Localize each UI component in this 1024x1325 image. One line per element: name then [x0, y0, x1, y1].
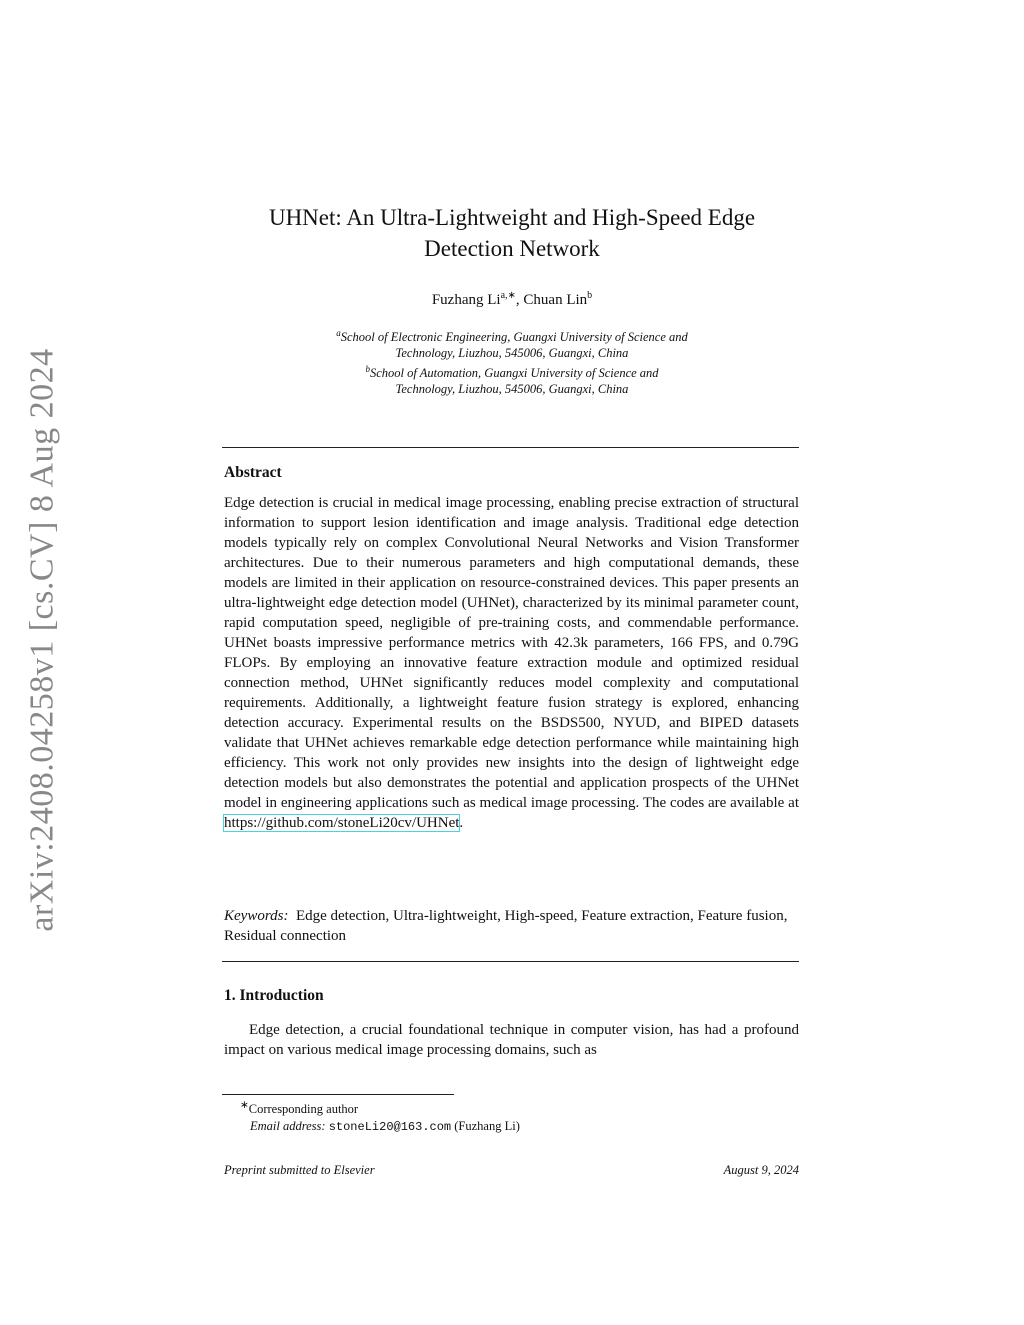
footnote-email-address[interactable]: stoneLi20@163.com: [328, 1120, 452, 1135]
paper-title-line-2: Detection Network: [424, 236, 600, 261]
keywords-text: Edge detection, Ultra-lightweight, High-speed, Feature extraction, Feature fusion, Residual connection: [224, 908, 788, 944]
author-separator: ,: [515, 292, 524, 308]
affiliation-b-text: School of Automation, Guangxi University of Science and: [369, 366, 659, 381]
paper-title-line-1: UHNet: An Ultra-Lightweight and High-Speed Edge: [268, 205, 756, 230]
affiliation-a-line-2: Technology, Liuzhou, 545006, Guangxi, China: [395, 346, 629, 361]
arxiv-identifier-text: arXiv:2408.04258v1 [cs.CV] 8 Aug 2024: [24, 348, 61, 932]
abstract-bottom-rule: [222, 961, 799, 962]
author-name-2: Chuan Lin: [523, 292, 588, 308]
affiliation-b-line-2: Technology, Liuzhou, 545006, Guangxi, China: [395, 382, 629, 397]
affiliation-a-text: School of Electronic Engineering, Guangxi University of Science and: [340, 330, 688, 345]
affiliations: [222, 325, 802, 397]
footnote-email-owner: (Fuzhang Li): [454, 1119, 520, 1134]
footnote-email-label: Email address:: [250, 1119, 326, 1134]
abstract-top-rule: [222, 447, 799, 448]
abstract-text: Edge detection is crucial in medical image processing, enabling precise extraction of structural information to support lesion identification and image analysis. Traditional edge detection models typically rely on complex Convolutional Neural Networks and Vision Transformer architectures. Due to their numerous parameters and high computational demands, these models are limited in their application on resource-constrained devices. This paper presents an ultra-lightweight edge detection model (UHNet), characterized by its minimal parameter count, rapid computation speed, negligible of pre-training costs, and commendable performance. UHNet boasts impressive performance metrics with 42.3k parameters, 166 FPS, and 0.79G FLOPs. By employing an innovative feature extraction module and optimized residual connection method, UHNet significantly reduces model complexity and computational requirements. Additionally, a lightweight feature fusion strategy is explored, enhancing detection accuracy. Experimental results on the BSDS500, NYUD, and BIPED datasets validate that UHNet achieves remarkable edge detection performance while maintaining high efficiency. This work not only provides new insights into the design of lightweight edge detection models but also demonstrates the potential and application prospects of the UHNet model in engineering applications such as medical image processing. The codes are available at: [224, 495, 799, 811]
footnote-mark: ∗: [240, 1100, 249, 1111]
affiliation-a-mark: a: [336, 328, 341, 338]
author-1-superscript: a,∗: [500, 290, 516, 301]
footnote-rule: [222, 1094, 454, 1095]
arxiv-identifier-stamp: [18, 348, 68, 932]
introduction-heading: 1. Introduction: [224, 987, 324, 1004]
footer-submission-note: Preprint submitted to Elsevier: [224, 1163, 375, 1177]
abstract-link-suffix: .: [459, 815, 464, 831]
affiliation-b-line-1: [222, 361, 802, 381]
footnote-corresponding: [240, 1097, 800, 1118]
abstract-body: [224, 493, 799, 833]
paper-title: [222, 202, 802, 264]
page-footer: [224, 1163, 799, 1178]
abstract-heading: Abstract: [224, 464, 282, 481]
author-2-superscript: b: [587, 290, 593, 301]
author-name-1: Fuzhang Li: [431, 292, 501, 308]
keywords-label: Keywords:: [224, 908, 289, 924]
author-list: [222, 290, 802, 309]
footer-date: August 9, 2024: [723, 1163, 799, 1177]
footnotes: [240, 1097, 800, 1136]
footnote-email: [240, 1118, 800, 1136]
affiliation-b-mark: b: [365, 364, 370, 375]
code-repository-link[interactable]: https://github.com/stoneLi20cv/UHNet: [224, 815, 460, 831]
keywords: [224, 906, 799, 946]
introduction-text: Edge detection, a crucial foundational technique in computer vision, has had a profound impact on various medical image processing domains, such as: [224, 1022, 799, 1058]
affiliation-a-line-1: [222, 325, 802, 345]
footnote-corresponding-text: Corresponding author: [248, 1102, 359, 1117]
